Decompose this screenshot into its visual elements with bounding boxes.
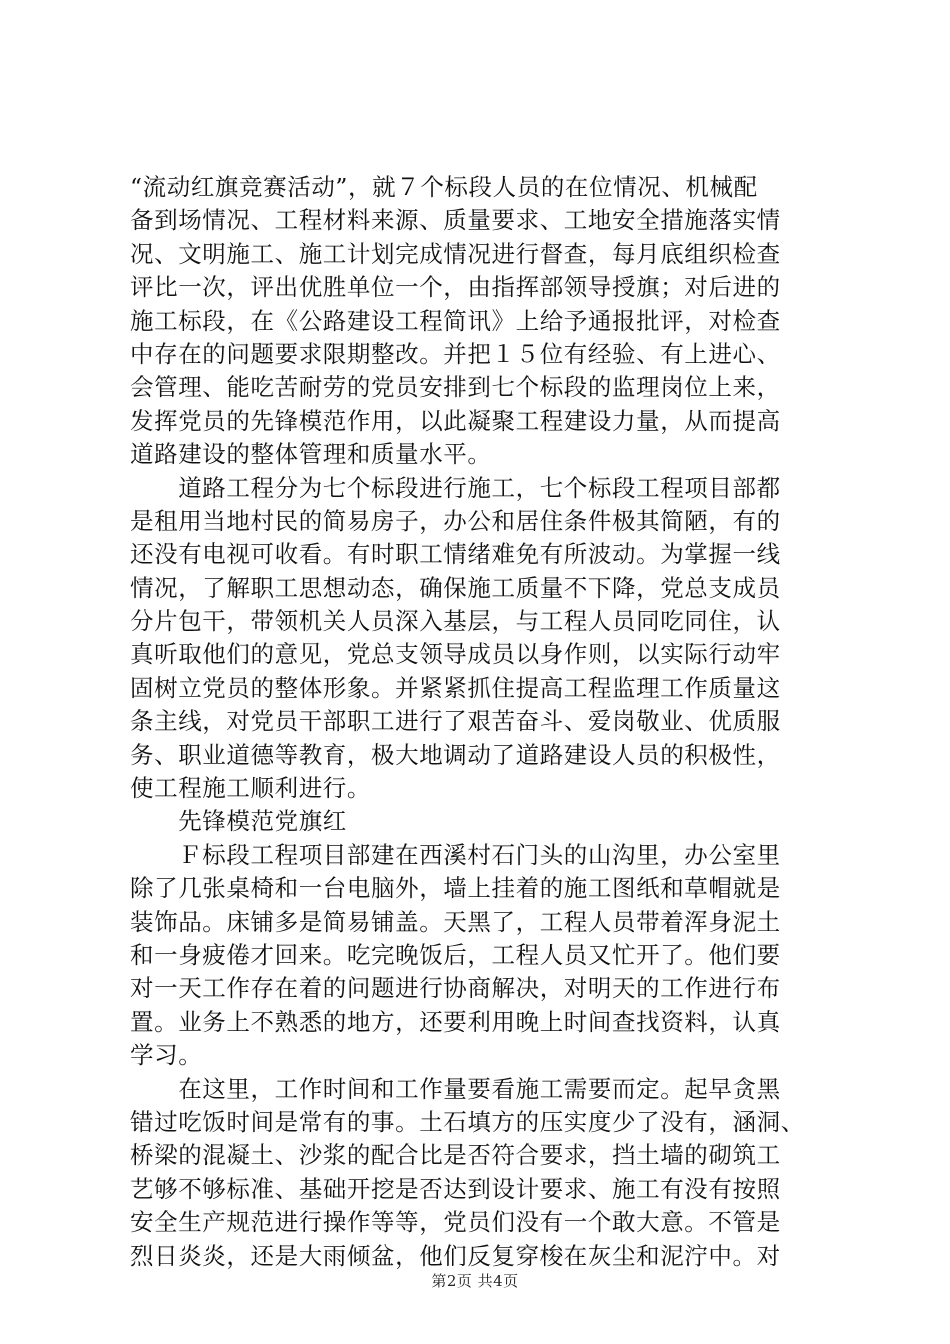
- text-line: 施工标段，在《公路建设工程简讯》上给予通报批评，对检查: [130, 306, 781, 335]
- page-footer: [0, 1270, 950, 1291]
- text-line: 烈日炎炎，还是大雨倾盆，他们反复穿梭在灰尘和泥泞中。对: [130, 1241, 781, 1270]
- text-line: 道路建设的整体管理和质量水平。: [130, 440, 492, 469]
- text-line: 道路工程分为七个标段进行施工，七个标段工程项目部都: [130, 473, 781, 502]
- text-line: 真听取他们的意见，党总支领导成员以身作则，以实际行动牢: [130, 640, 781, 669]
- text-line: 况、文明施工、施工计划完成情况进行督查，每月底组织检查: [130, 239, 781, 268]
- text-line: 错过吃饭时间是常有的事。土石填方的压实度少了没有，涵洞、: [130, 1107, 805, 1136]
- text-line: 发挥党员的先锋模范作用，以此凝聚工程建设力量，从而提高: [130, 406, 781, 435]
- text-line: 中存在的问题要求限期整改。并把１５位有经验、有上进心、: [130, 339, 781, 368]
- text-line: 分片包干，带领机关人员深入基层，与工程人员同吃同住，认: [130, 607, 781, 636]
- text-line: 和一身疲倦才回来。吃完晚饭后，工程人员又忙开了。他们要: [130, 940, 781, 969]
- text-line: 还没有电视可收看。有时职工情绪难免有所波动。为掌握一线: [130, 540, 781, 569]
- text-line: 使工程施工顺利进行。: [130, 774, 371, 803]
- text-line: 条主线，对党员干部职工进行了艰苦奋斗、爱岗敬业、优质服: [130, 707, 781, 736]
- text-line: 固树立党员的整体形象。并紧紧抓住提高工程监理工作质量这: [130, 673, 781, 702]
- text-line: 务、职业道德等教育，极大地调动了道路建设人员的积极性，: [130, 740, 781, 769]
- text-line: 对一天工作存在着的问题进行协商解决，对明天的工作进行布: [130, 974, 781, 1003]
- text-line: 装饰品。床铺多是简易铺盖。天黑了，工程人员带着浑身泥土: [130, 907, 781, 936]
- page-number-label: 第2页 共4页: [431, 1272, 519, 1290]
- section-heading: 先锋模范党旗红: [130, 807, 347, 836]
- text-line: 是租用当地村民的简易房子，办公和居住条件极其简陋，有的: [130, 506, 781, 535]
- text-line: 情况，了解职工思想动态，确保施工质量不下降，党总支成员: [130, 573, 781, 602]
- text-line: 桥梁的混凝土、沙浆的配合比是否符合要求，挡土墙的砌筑工: [130, 1141, 781, 1170]
- text-line: 学习。: [130, 1041, 203, 1070]
- text-line: 会管理、能吃苦耐劳的党员安排到七个标段的监理岗位上来，: [130, 373, 781, 402]
- text-line: 除了几张桌椅和一台电脑外，墙上挂着的施工图纸和草帽就是: [130, 874, 781, 903]
- text-line: 在这里，工作时间和工作量要看施工需要而定。起早贪黑: [130, 1074, 781, 1103]
- text-line: “流动红旗竞赛活动”，就７个标段人员的在位情况、机械配: [130, 173, 758, 201]
- text-line: 置。业务上不熟悉的地方，还要利用晚上时间查找资料，认真: [130, 1007, 781, 1036]
- text-line: 评比一次，评出优胜单位一个，由指挥部领导授旗；对后进的: [130, 273, 781, 302]
- document-body: [130, 171, 830, 1273]
- text-line: 艺够不够标准、基础开挖是否达到设计要求、施工有没有按照: [130, 1174, 781, 1203]
- text-line: Ｆ标段工程项目部建在西溪村石门头的山沟里，办公室里: [130, 840, 781, 869]
- text-line: 安全生产规范进行操作等等，党员们没有一个敢大意。不管是: [130, 1208, 781, 1237]
- text-line: 备到场情况、工程材料来源、质量要求、工地安全措施落实情: [130, 206, 781, 235]
